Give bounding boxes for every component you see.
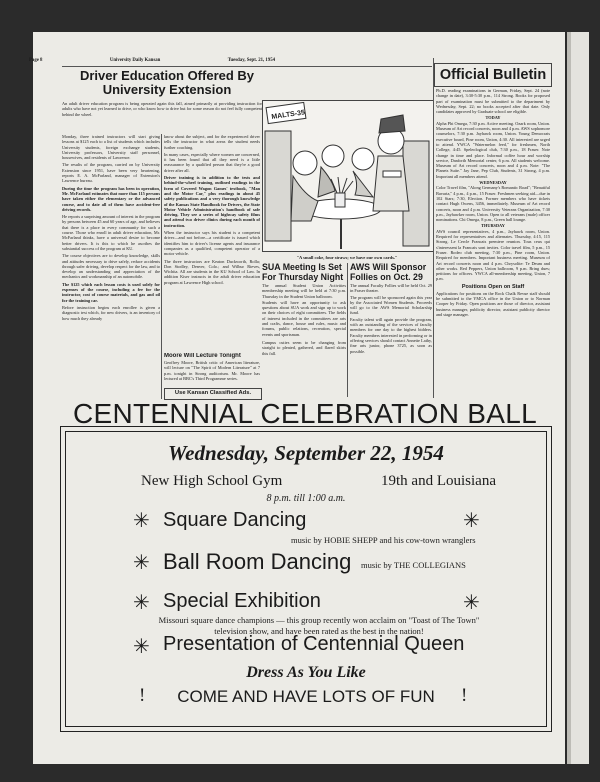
driver-para: The course objectives are to develop knowledge, skills and attitudes necessary to drive safely, reduce accidents through safer driving, develop respect for the law, and to develop an understanding and appreciation of the mechanics and workmanship of an automobile. (62, 253, 160, 280)
bulletin-body (436, 88, 550, 396)
ad-item-title: Square Dancing (163, 509, 307, 531)
star-icon: ✳ (133, 510, 150, 532)
ball-ad-title: CENTENNIAL CELEBRATION BALL (72, 398, 537, 429)
driver-para: know about the subject, and for the experienced driver tells the instructor in what areas the student needs further coaching. (164, 134, 260, 150)
ad-item-sub: Missouri square dance champions — this group recently won acclaim on "Toast of The Town" television show, and have been rated as the best in the nation! (158, 615, 480, 636)
aws-story (350, 263, 432, 399)
column-rule (347, 263, 348, 397)
ad-item-title: Ball Room Dancing (163, 549, 352, 574)
column-rule (433, 58, 434, 398)
ad-item-title: Special Exhibition (163, 590, 321, 612)
malts-sign: MALTS-35 (271, 109, 306, 122)
ad-address: 19th and Louisiana (381, 473, 496, 489)
driver-para: The results of the program, carried on by University Extension since 1951, have been very heartening, reports E. A. McFarland, manager of Extension's Lawrence bureau. (62, 162, 160, 184)
driver-lead: An adult driver education program is being operated again this fall, aimed primarily at providing instruction for adults who have not yet learned to drive, or who know how to drive but for some reason do not feel fully competent behind the wheel. (62, 101, 262, 117)
driver-para: Driver training is in addition to the tests and behind-the-wheel training, outlined readings in the form of Covered Wagon Games' textbook, "Man and the Motor Car," plus readings in about 45 safety publications and a very thorough knowledge of the Kansas State Handbook for Drivers, the State Motor Vehicle Administration's handbook of safe driving. They see a series of highway safety films and attend two driver clinics during each month of instruction. (164, 175, 260, 228)
driver-para: Before instruction begins each enrollee is given a diagnostic test which, for new drivers, is an inventory of how much they already (62, 304, 160, 321)
star-icon: ✳ (463, 510, 480, 532)
bulletin-para: AWS council representatives, 4 p.m., Jayhawk room, Union. Required for representatives and alternates. Thursday, 4:15, 115 Strong. Le Cercle Francais premiere reunion. Tous ceux qui s'interessent la Francais sont invites. Color travel film, 5 p.m., 15 Fraser. Rodeo club meeting, 7:30 p.m., Pine room, Union. Required for members. Important business meeting. Museum of Art record concerts noon and 4 p.m. Chrysolite: Te Deum and other works. Red Peppers, Union ballroom, 9 p.m. Bring dues; petitions for officers. YWCA all-membership meeting, Union, 7 p.m. (436, 228, 550, 282)
star-icon: ✳ (463, 592, 480, 614)
driver-column-2 (164, 134, 260, 352)
cartoon-caption: "A small coke, four straws; we have our own cards." (296, 255, 398, 260)
driver-para: The three instructors are Keaton Duckworth, Rolla; Don Stodley, Denver, Colo.; and Wilbur Rieves, Wichita. All are students in the KU School of Law. In addition Kiser instructs in the adult driver education program at Lawrence High school. (164, 258, 260, 285)
paper-name: University Daily Kansan (109, 58, 161, 63)
sua-para: Students will have an opportunity to ask questions about SUA work and sign up to work on their choices of eight committees. The fields of interest included in the committees are arts and crafts, dance, house and rules, music and forums, public relations, recreation, special events and sportsman. (262, 299, 346, 337)
bulletin-today-head: TODAY (485, 115, 501, 121)
ad-exclaim-right: ! (461, 685, 468, 706)
column-rule (161, 134, 162, 399)
bulletin-wed-head: WEDNESDAY (479, 180, 507, 186)
driver-para: During the time the program has been in operation, Mr. McFarland estimates that more than 115 persons have taken either the elementary or the advanced course, and to date all of them have accident-free driving records. (62, 185, 160, 212)
bulletin-para: Color Travel film, "Along Germany's Romantic Road"; "Beautiful Bavaria," 4 p.m., 4 p.m., 15 Fraser. Freshmen seeking aid—due in 102 Stars; 7:30, Election. Former members who have tickets contact Hugh Owens, 3456, immediately. Museum of Art record concerts, noon and 4 p.m. University Veterans Organization, 7:30 p.m., Jayhawker room, Union. Open to all veterans (male) officer nominations. Chi Omega, 8 p.m., Green hall lounge. (436, 185, 550, 223)
ad-cta: COME AND HAVE LOTS OF FUN (177, 687, 435, 706)
bulletin-title: Official Bulletin (434, 63, 552, 87)
driver-para: He reports a surprising amount of interest in the program by persons between 45 and 60 years of age, and believes that there is a place in every community for such a course. Those who enroll in adult driver education, Mr. McFarland thinks, have a universal desire to become better drivers. It is this to which he ascribes the substantial success of the program at KU. (62, 214, 160, 251)
page-number: Page 8 (29, 58, 43, 63)
sua-para: Campus cuties seem to be changing from straight to pleated, gathered, and flared skirts this fall. (262, 339, 346, 356)
driver-column-1 (62, 134, 160, 399)
ad-item-title: Presentation of Centennial Queen (163, 633, 465, 655)
sua-story (262, 263, 346, 399)
aws-para: The program will be sponsored again this year by the Associated Women Students. Proceeds will go to the AWS Memorial Scholarship fund. (350, 294, 432, 316)
bulletin-thu-head: THURSDAY (481, 223, 505, 229)
aws-para: The annual Faculty Follies will be held Oct. 29 in Fraser theater. (350, 283, 432, 294)
sua-headline: SUA Meeting Is Set For Thursday Night (262, 263, 344, 282)
cartoon-illustration (262, 100, 434, 252)
adjacent-page-edge (567, 32, 589, 764)
page-header (29, 58, 275, 63)
bulletin-para: Alpha Phi Omega, 7:30 p.m. Active meeting. Ozark room, Union. Museum of Art record concerts, noon and 4 p.m. AWS sophomore counselors, 7:30 p.m. Jayhawk room, Union. Young Democrats executive board, Pine room, Union, 4:30. All interested are urged to attend. YWCA "Watermelon feed," for freshmen, North College, 4:45. Speleological club, 7:30 p.m., 18 Fraser. Note change in time and place. Informal coffee hour and worship service, Danforth Memorial center, 6 p.m. All students welcome. Museum of Art record concerts, noon and 4 p.m. Note: "The Planets Suite." Jay Jane, Pep Club, Students, 31 Strong, 4 p.m. Important all members attend. (436, 120, 550, 179)
bulletin-para: Applications for positions on the Rock Chalk Revue staff should be submitted to the YMCA office in the Union or to Norman Cooper by Friday. Open positions are those of director, assistant business manager, publicity director, assistant publicity director and stage manager. (436, 290, 550, 317)
driver-para: In many cases, especially where women are concerned, it has been found that all they need is a little reassurance by a qualified person that they're a good driver after all. (164, 151, 260, 173)
ad-time: 8 p.m. till 1:00 a.m. (266, 493, 346, 504)
driver-headline: Driver Education Offered By University Extension (79, 68, 255, 97)
moore-headline: Moore Will Lecture Tonight (164, 353, 241, 359)
sua-para: The annual Student Union Activities membership meeting will be held at 7:30 p.m. Thursday in the Student Union ballroom. (262, 283, 346, 299)
driver-para: When the instructor says his student is a competent driver—and not before—a certificate is issued which identifies him to driver's license agents and insurance companies as a qualified, competent operator of a motor vehicle. (164, 230, 260, 257)
classified-ad-box: Use Kansan Classified Ads. (164, 388, 262, 400)
ad-date: Wednesday, September 22, 1954 (168, 441, 444, 465)
cartoon-drawing (263, 101, 433, 251)
star-icon: ✳ (133, 592, 150, 614)
ad-item-sub: music by HOBIE SHEPP and his cow-town wranglers (291, 535, 476, 545)
ad-exclaim-left: ! (139, 685, 146, 706)
bulletin-para: Ph.D. reading examinations in German, Friday, Sept. 24 (note change in date), 3:30-5:30 p.m., 114 Strong. Books for proposed part of examination must be submitted to the department by Wednesday, Sept. 22; no books accepted after that date. Only candidates approved by Graduate school are eligible. (436, 88, 550, 115)
star-icon: ✳ (133, 552, 150, 574)
star-icon: ✳ (133, 636, 150, 658)
ad-item-sub: music by THE COLLEGIANS (361, 560, 466, 570)
positions-headline: Positions Open on Staff (461, 283, 525, 290)
ad-venue: New High School Gym (141, 473, 283, 489)
driver-para: Monday, three trained instructors will start giving lessons at $125 each to a list of students which includes University students, foreign exchange students, University professors, University staff personnel, housewives, and residents of Lawrence. (62, 134, 160, 161)
aws-para: Faculty talent will again provide the program, with an outstanding of the services of faculty members for one day to the highest bidders. Faculty members interested in performing or in offering services should contact Annette Lathy, fine arts junior, phone 3725, as soon as possible. (350, 316, 432, 354)
issue-date: Tuesday, Sept. 21, 1954 (227, 58, 275, 63)
driver-para: The $125 which each lesson costs is used solely for expenses of the course, including a fee for the instructor, cost of course materials, and gas and oil for the training car. (62, 281, 160, 303)
aws-headline: AWS Will Sponsor Follies on Oct. 29 (350, 263, 427, 282)
centennial-ball-ad (60, 426, 552, 732)
header-rule (62, 66, 432, 67)
ad-dress: Dress As You Like (246, 664, 366, 681)
moore-body: Geoffrey Moore, British critic of American literature, will lecture on "The Spirit of Modern Literature" at 7 p.m. tonight in Strong auditorium. Mr. Moore has lectured at BBC's Third Programme series. (164, 360, 260, 381)
